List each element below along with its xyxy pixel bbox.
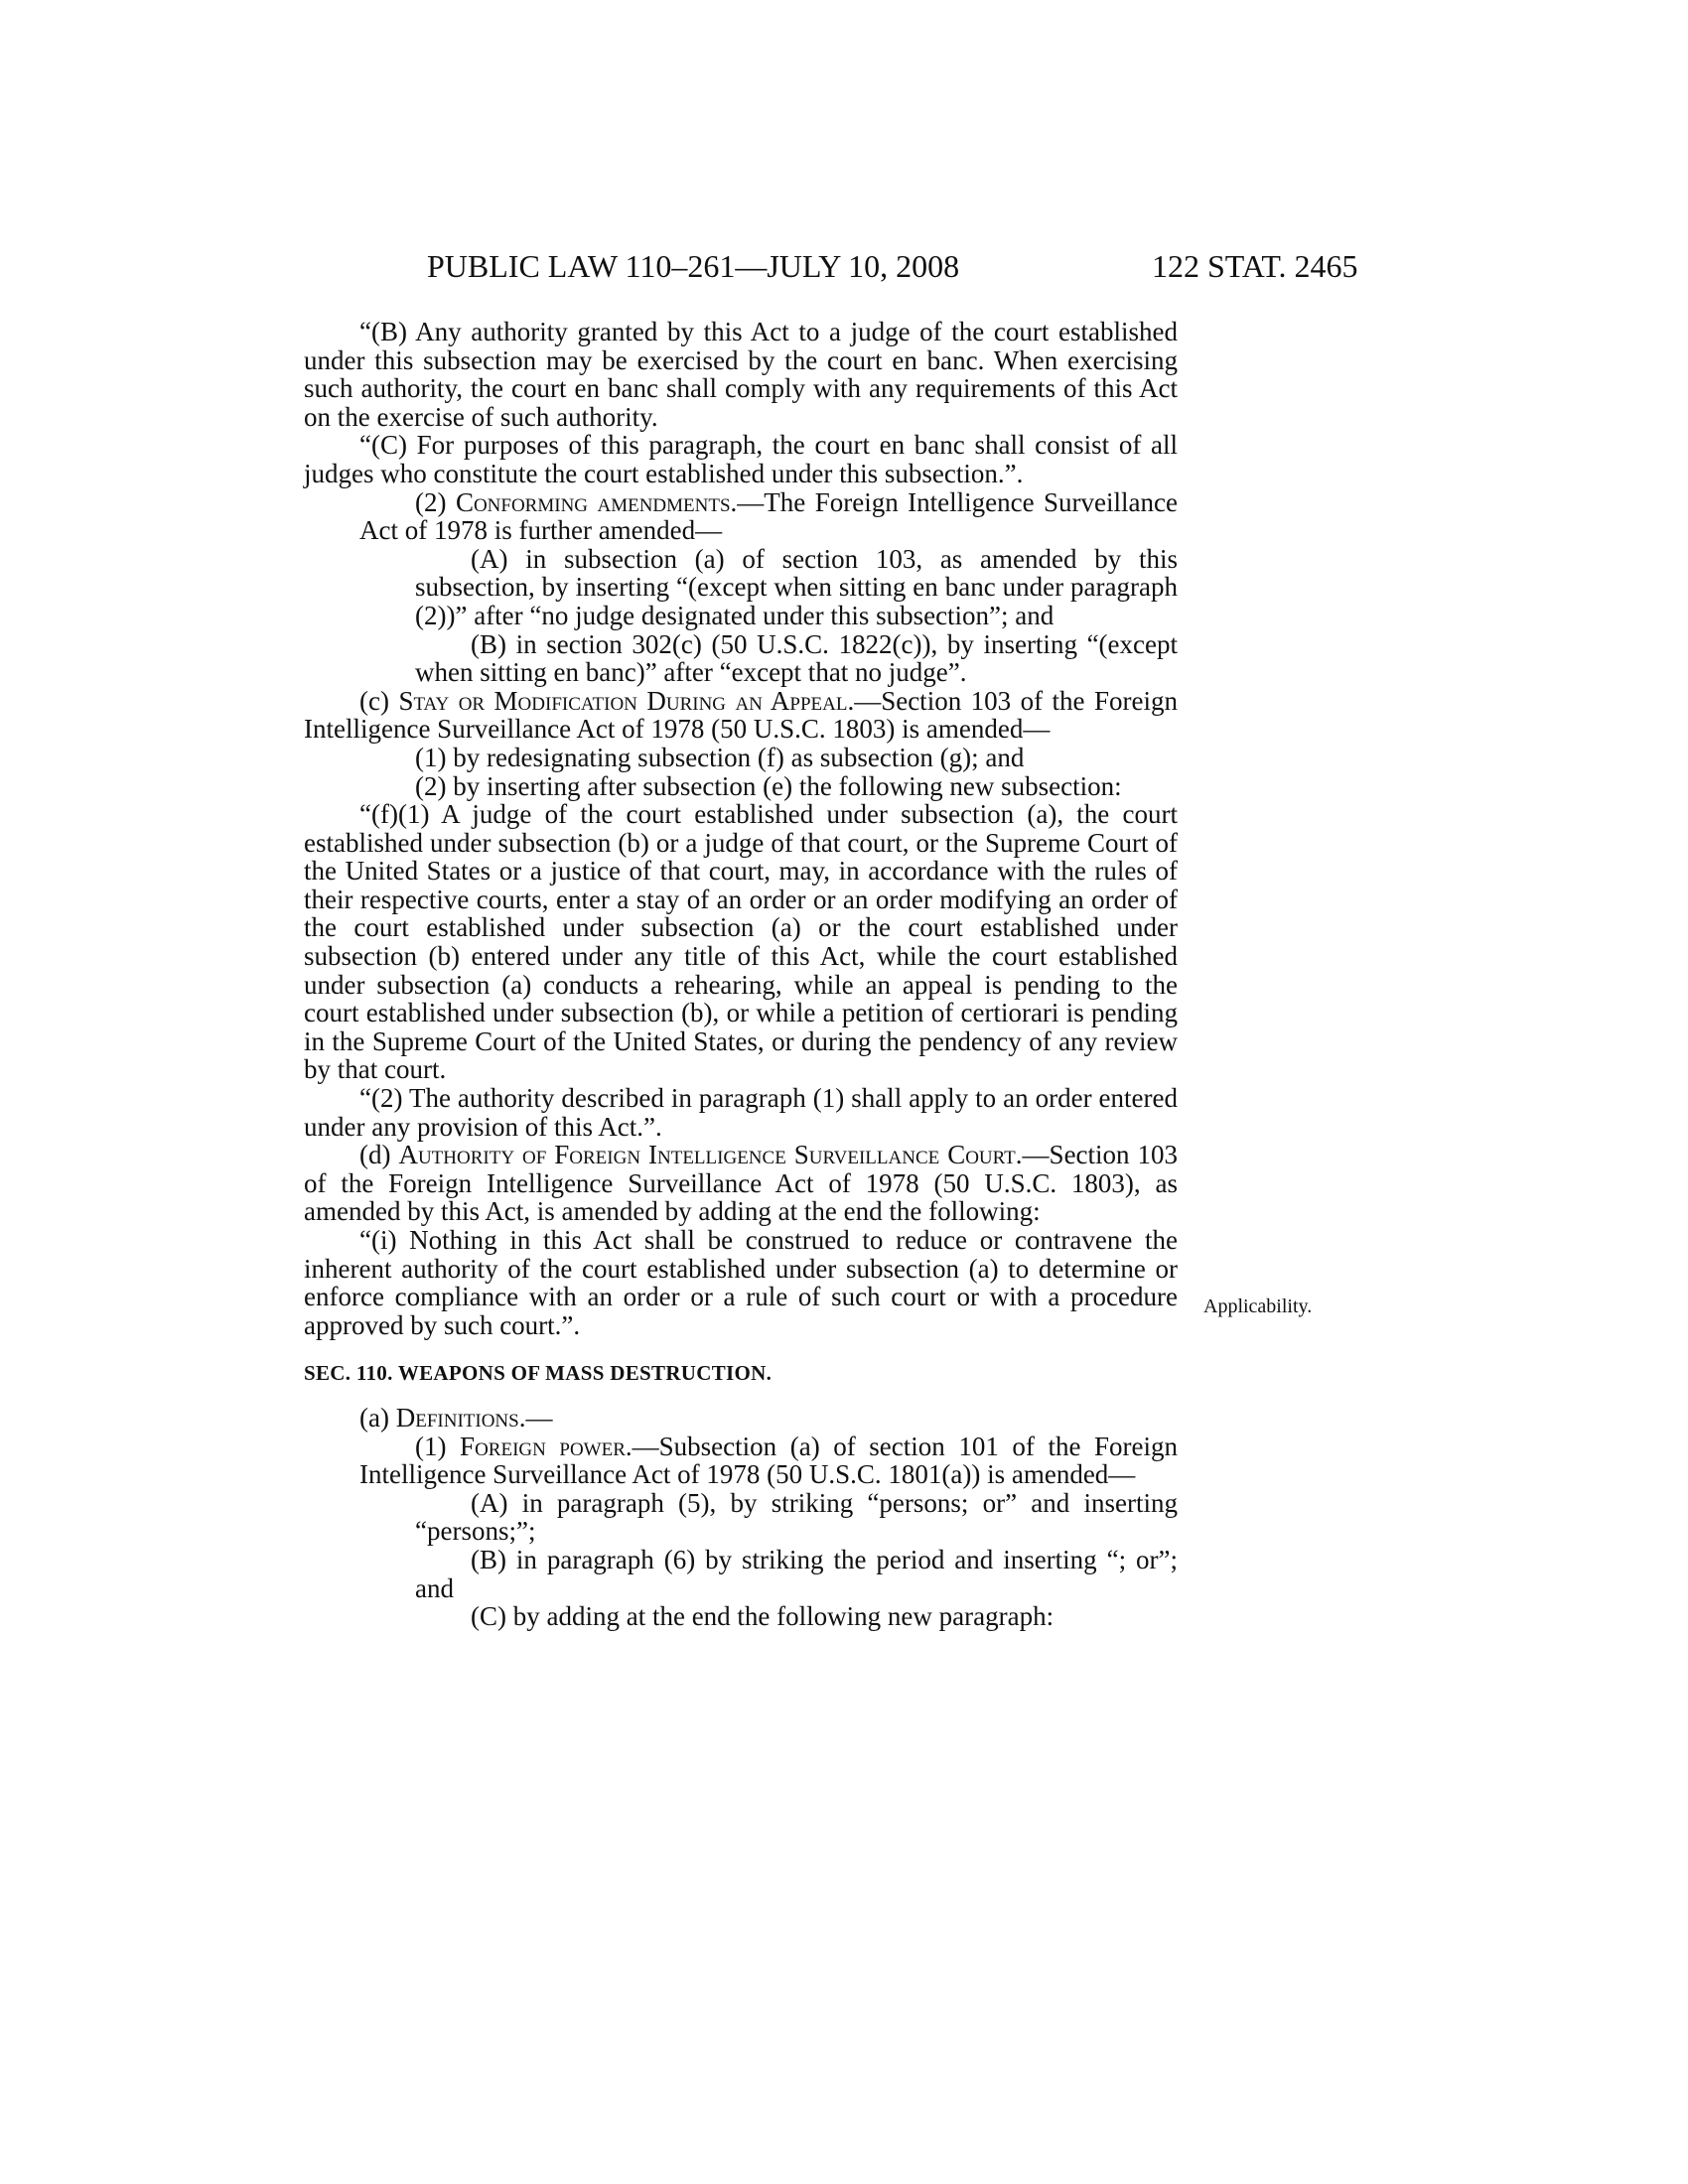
section-110-heading: SEC. 110. WEAPONS OF MASS DESTRUCTION.: [304, 1361, 773, 1386]
paragraph-i-inherent-authority: “(i) Nothing in this Act shall be construed to reduce or contravene the inherent authority of the court established under subsection (a) to determine or enforce compliance with an order or a rule of such court or with a procedure approved by such court.”.: [304, 1225, 1178, 1340]
subparagraph-b-section-302: (B) in section 302(c) (50 U.S.C. 1822(c)), by inserting “(except when sitting en banc)” after “except that no judge”.: [415, 628, 1178, 688]
document-body: [304, 318, 1178, 1631]
paragraph-f1-stay-text: “(f)(1) A judge of the court established under subsection (a), the court established under subsection (b) or a judge of that court, or the Supreme Court of the United States or a justice of that court, may, in accordance with the rules of their respective courts, enter a stay of an order or an order modifying an order of the court established under subsection (a) or the court established under subsection (b) entered under any title of this Act, while the court established under subsection (a) conducts a rehearing, while an appeal is pending to the court established under subsection (b), or while a petition of certiorari is pending in the Supreme Court of the United States, or during the pendency of any review by that court.: [304, 799, 1178, 1085]
paragraph-conforming-amendments: [304, 488, 1178, 545]
subsection-text: .—Section 103 of the Foreign Intelligence Surveillance Act of 1978 (50 U.S.C. 1803) is amended—: [304, 685, 1178, 745]
subsection-c-stay: [304, 687, 1178, 744]
margin-note-applicability: Applicability.: [1203, 1296, 1313, 1317]
subsection-letter: (d): [359, 1140, 399, 1170]
paragraph-f2-applicability: “(2) The authority described in paragraph (1) shall apply to an order entered under any provision of this Act.”.: [304, 1083, 1178, 1142]
subsection-letter: (c): [359, 685, 399, 716]
subsection-text: .—Section 103 of the Foreign Intelligence Surveillance Act of 1978 (50 U.S.C. 1803), as amended by this Act, is amended by adding at the end the following:: [304, 1140, 1178, 1227]
paragraph-heading: Foreign power: [460, 1431, 626, 1461]
subparagraph-b-paragraph-6: (B) in paragraph (6) by striking the period and inserting “; or”; and: [415, 1544, 1178, 1603]
subparagraph-a-section-103: (A) in subsection (a) of section 103, as amended by this subsection, by inserting “(except when sitting en banc under paragraph (2))” after “no judge designated under this subsection”; and: [415, 543, 1178, 630]
statute-page-number: 122 STAT. 2465: [1152, 248, 1358, 284]
subsection-d-authority: [304, 1141, 1178, 1226]
paragraph-1-redesignating: (1) by redesignating subsection (f) as subsection (g); and: [415, 742, 1025, 772]
paragraph-heading: Conforming amendments: [455, 486, 731, 517]
public-law-title: PUBLIC LAW 110–261—JULY 10, 2008: [427, 248, 960, 284]
subsection-a-definitions: [304, 1404, 1178, 1433]
paragraph-1-foreign-power: [304, 1433, 1178, 1489]
subparagraph-c-new-paragraph: (C) by adding at the end the following new paragraph:: [471, 1601, 1055, 1632]
paragraph-text: .—Subsection (a) of section 101 of the Foreign Intelligence Surveillance Act of 1978 (50 U.S.C. 1801(a)) is amended—: [359, 1431, 1178, 1490]
subsection-text: .—: [518, 1402, 553, 1433]
paragraph-c-purposes: “(C) For purposes of this paragraph, the court en banc shall consist of all judges who constitute the court established under this subsection.”.: [304, 430, 1178, 488]
paragraph-2-inserting: (2) by inserting after subsection (e) the following new subsection:: [415, 770, 1122, 801]
subsection-heading: Definitions: [395, 1402, 519, 1433]
subsection-heading: Authority of Foreign Intelligence Surveillance Court: [398, 1140, 1016, 1170]
paragraph-number: (1): [415, 1431, 461, 1461]
paragraph-b-authority: “(B) Any authority granted by this Act to a judge of the court established under this subsection may be exercised by the court en banc. When exercising such authority, the court en banc shall comply with any requirements of this Act on the exercise of such authority.: [304, 317, 1178, 432]
subsection-heading: Stay or Modification During an Appeal: [398, 685, 848, 716]
subparagraph-a-paragraph-5: (A) in paragraph (5), by striking “persons; or” and inserting “persons;”;: [415, 1487, 1178, 1547]
running-header: [0, 246, 1688, 286]
subsection-letter: (a): [359, 1402, 396, 1433]
paragraph-number: (2): [415, 486, 456, 517]
paragraph-text: .—The Foreign Intelligence Surveillance Act of 1978 is further amended—: [359, 486, 1178, 546]
